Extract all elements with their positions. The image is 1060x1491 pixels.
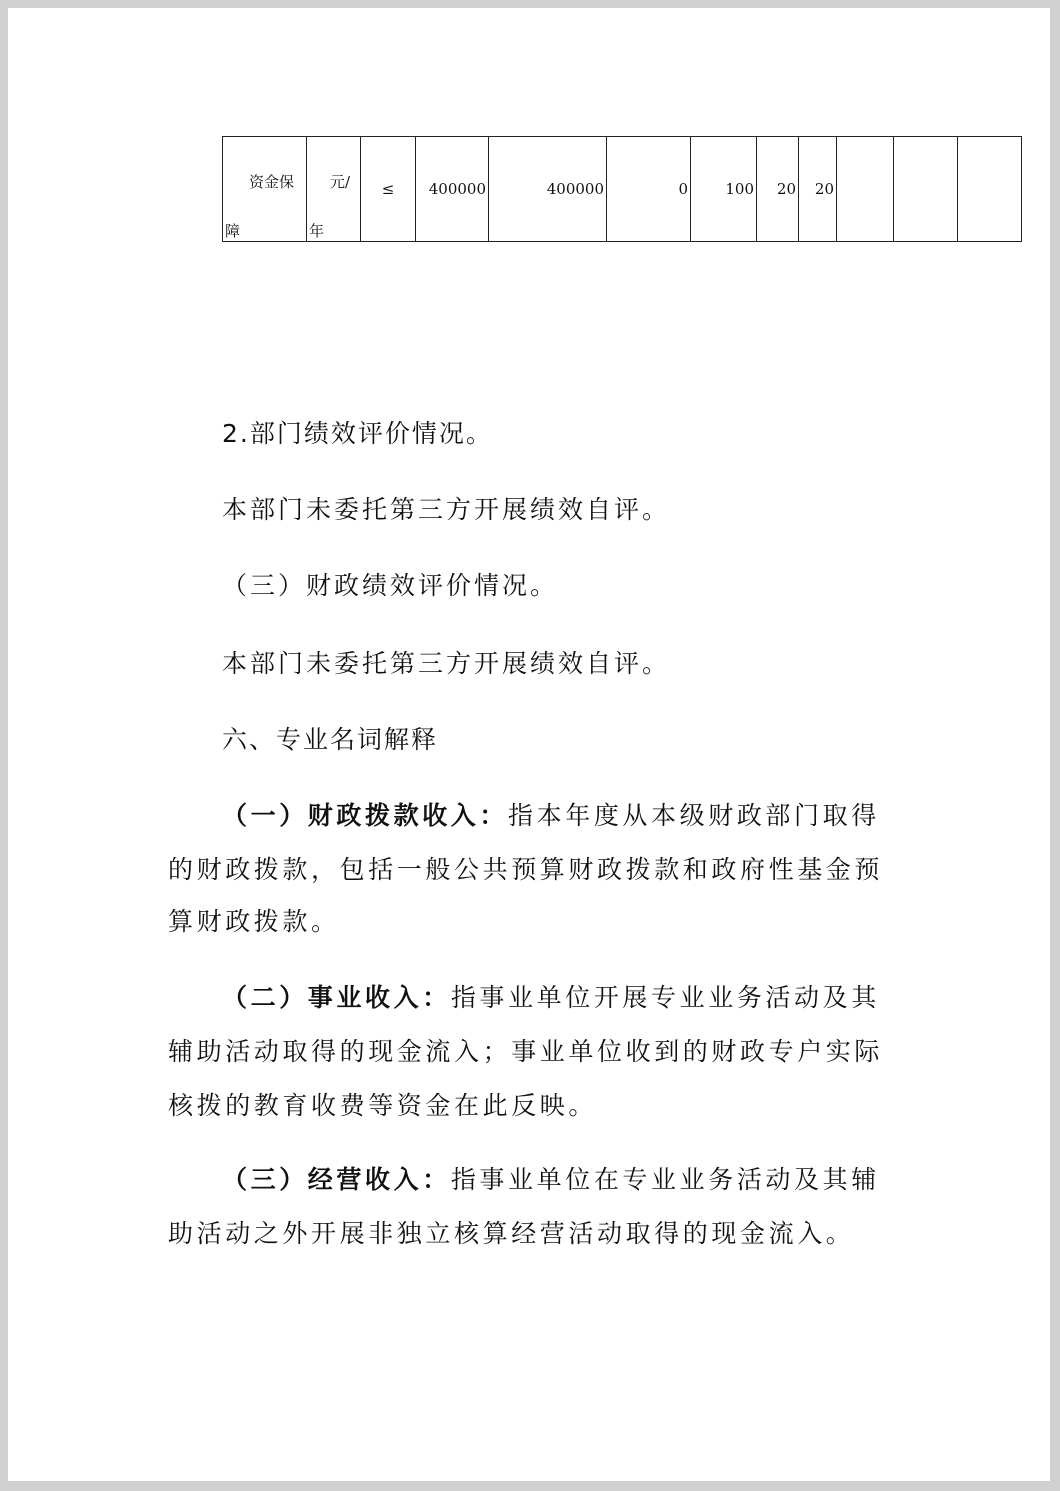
indicator-cell bbox=[223, 137, 307, 242]
definition-term: （一）财政拨款收入： bbox=[222, 801, 509, 830]
unit-cell bbox=[307, 137, 361, 242]
definition-3-line-2: 助活动之外开展非独立核算经营活动取得的现金流入。 bbox=[168, 1219, 855, 1248]
blank-cell-1 bbox=[837, 137, 894, 242]
definition-2-line-3: 核拨的教育收费等资金在此反映。 bbox=[168, 1091, 598, 1120]
section-heading-glossary: 六、专业名词解释 bbox=[222, 725, 439, 754]
deviation-cell: 0 bbox=[607, 137, 691, 242]
blank-cell-2 bbox=[894, 137, 958, 242]
unit-line2: 年 bbox=[309, 222, 325, 240]
performance-table bbox=[222, 136, 1022, 242]
weight-cell: 20 bbox=[757, 137, 799, 242]
definition-2-line-1: （二）事业收入：指事业单位开展专业业务活动及其 bbox=[222, 983, 880, 1012]
unit-line1: 元/ bbox=[329, 173, 350, 191]
section-heading-dept-evaluation: 2.部门绩效评价情况。 bbox=[222, 419, 493, 448]
definition-term: （三）经营收入： bbox=[222, 1165, 451, 1194]
table-row bbox=[223, 137, 1022, 242]
section-heading-finance-evaluation: （三）财政绩效评价情况。 bbox=[222, 571, 559, 600]
operator-cell: ≤ bbox=[361, 137, 416, 242]
target-value-cell: 400000 bbox=[416, 137, 489, 242]
definition-1-line-1: （一）财政拨款收入：指本年度从本级财政部门取得 bbox=[222, 801, 880, 830]
definition-term: （二）事业收入： bbox=[222, 983, 451, 1012]
section-text-dept-evaluation: 本部门未委托第三方开展绩效自评。 bbox=[222, 495, 671, 524]
completion-rate-cell: 100 bbox=[691, 137, 757, 242]
section-text-finance-evaluation: 本部门未委托第三方开展绩效自评。 bbox=[222, 649, 671, 678]
definition-3-line-1: （三）经营收入：指事业单位在专业业务活动及其辅 bbox=[222, 1165, 880, 1194]
indicator-line2: 障 bbox=[225, 222, 241, 240]
definition-2-line-2: 辅助活动取得的现金流入；事业单位收到的财政专户实际 bbox=[168, 1037, 884, 1066]
definition-1-line-3: 算财政拨款。 bbox=[168, 907, 340, 936]
blank-cell-3 bbox=[958, 137, 1022, 242]
score-cell: 20 bbox=[799, 137, 837, 242]
definition-1-line-2: 的财政拨款，包括一般公共预算财政拨款和政府性基金预 bbox=[168, 855, 884, 884]
actual-value-cell: 400000 bbox=[489, 137, 607, 242]
indicator-line1: 资金保 bbox=[248, 173, 294, 191]
